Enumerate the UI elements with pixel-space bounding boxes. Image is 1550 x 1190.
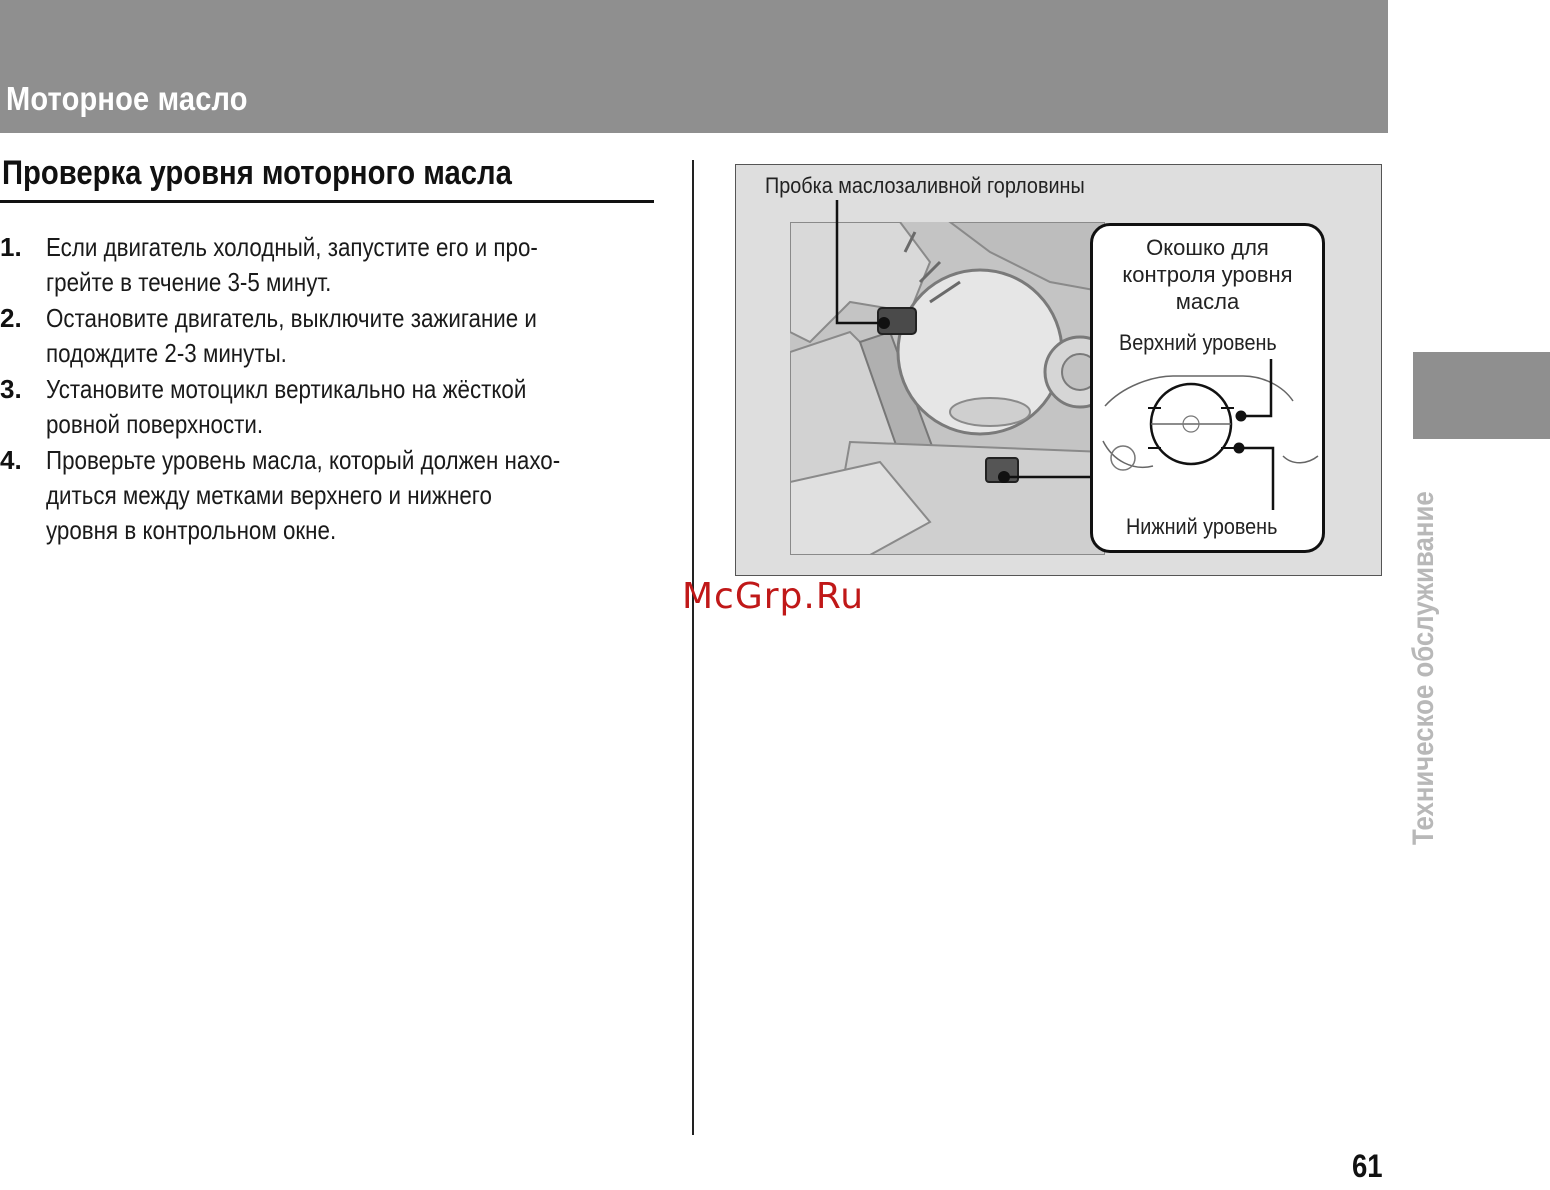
step-text-line: грейте в течение 3-5 минут.	[46, 267, 332, 297]
step-text	[46, 443, 657, 548]
step-text-line: ровной поверхности.	[46, 409, 264, 439]
step-number: 3.	[0, 374, 22, 404]
chapter-side-label: Техническое обслуживание	[1407, 491, 1440, 845]
title-underline	[0, 200, 654, 203]
inspection-window-label-line: контроля уровня	[1122, 262, 1293, 287]
step-text-line: Установите мотоцикл вертикально на жёсткой	[46, 374, 527, 404]
column-divider	[692, 160, 694, 1135]
section-title: Проверка уровня моторного масла	[2, 154, 512, 192]
step-text-line: Проверьте уровень масла, который должен нахо-	[46, 445, 561, 475]
step-text	[46, 230, 657, 300]
instruction-steps	[0, 230, 660, 549]
level-window-inset	[1090, 223, 1325, 553]
step-item	[0, 230, 660, 300]
page-header-title: Моторное масло	[6, 80, 248, 117]
inspection-window-label-line: масла	[1175, 289, 1240, 314]
upper-level-label: Верхний уровень	[1119, 330, 1277, 355]
oil-level-figure	[735, 164, 1382, 576]
step-text-line: Если двигатель холодный, запустите его и про-	[46, 232, 538, 262]
step-text-line: диться между метками верхнего и нижнего	[46, 480, 492, 510]
chapter-tab	[1413, 352, 1550, 439]
step-number: 1.	[0, 232, 22, 262]
page-number: 61	[1352, 1148, 1383, 1184]
step-text-line: уровня в контрольном окне.	[46, 515, 337, 545]
level-window-drawing	[1093, 226, 1322, 550]
step-text-line: Остановите двигатель, выключите зажигание и	[46, 303, 537, 333]
filler-cap-label: Пробка маслозаливной горловины	[765, 173, 1085, 198]
step-text-line: подождите 2-3 минуты.	[46, 338, 287, 368]
step-item	[0, 301, 660, 371]
watermark: McGrp.Ru	[682, 576, 865, 617]
step-number: 2.	[0, 303, 22, 333]
step-text	[46, 301, 657, 371]
step-number: 4.	[0, 445, 22, 475]
inspection-window-label-line: Окошко для	[1146, 235, 1269, 260]
step-text	[46, 372, 657, 442]
lower-level-label: Нижний уровень	[1126, 514, 1278, 539]
step-item	[0, 443, 660, 548]
step-item	[0, 372, 660, 442]
